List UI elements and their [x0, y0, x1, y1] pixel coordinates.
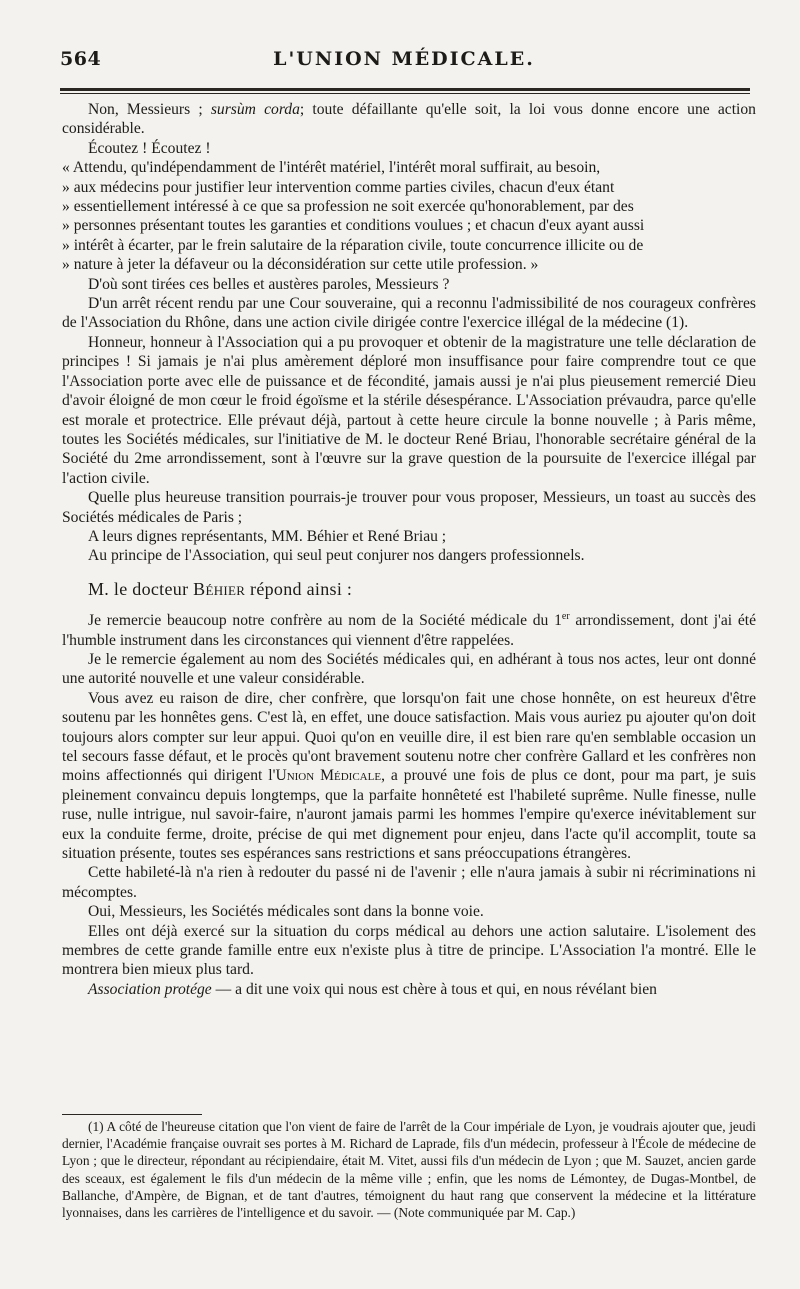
paragraph: D'un arrêt récent rendu par une Cour souveraine, qui a reconnu l'admissibilité de nos courageux confrères de l'Association du Rhône, dans une action civile dirigée contre l'exercice illégal de la médecine (1). [62, 295, 756, 332]
quote-line: » personnes présentant toutes les garanties et conditions voulues ; et chacun d'eux ayant aussi [62, 217, 645, 235]
section-heading: M. le docteur Béhier répond ainsi : [88, 578, 353, 599]
paragraph: Écoutez ! Écoutez ! [88, 139, 211, 157]
footnote: (1) A côté de l'heureuse citation que l'on vient de faire de l'arrêt de la Cour impériale de Lyon, je voudrais ajouter que, jeudi dernier, l'Académie française ouvrait ses portes à M. Richard de Laprade, fils d'un médecin, professeur à l'École de médecine de Lyon ; que le directeur, répondant au récipiendaire, était M. Vitet, aussi fils d'un médecin de Lyon ; que M. Sauzet, ancien garde des sceaux, est également le fils d'un médecin de la même ville ; enfin, que les noms de Lémontey, de Dugas-Montbel, de Ballanche, d'Ampère, de Bignan, et de tant d'autres, témoignent du haut rang que conservent la médecine et la littérature lyonnaises, dans les carrières de l'intelligence et du savoir. — (Note communiquée par M. Cap.) [62, 1119, 756, 1221]
paragraph: Je le remercie également au nom des Sociétés médicales qui, en adhérant à tous nos actes, leur ont donné une autorité nouvelle et une valeur considérable. [62, 650, 756, 688]
paragraph: Non, Messieurs ; sursùm corda; toute défaillante qu'elle soit, la loi vous donne encore une action considérable. [62, 101, 756, 138]
main-text [62, 100, 756, 999]
paragraph: Honneur, honneur à l'Association qui a pu provoquer et obtenir de la magistrature une telle déclaration de principes ! Si jamais je n'ai plus amèrement déploré mon insuffisance pour faire comprendre tout ce que l'Association porte avec elle de puissance et de fécondité, jamais aussi je n'ai plus pieusement remercié Dieu d'avoir éloigné de mon cœur le froid égoïsme et la stérile désespérance. L'Association prévaudra, parce qu'elle est morale et protectrice. Elle prévaut déjà, partout à cette heure circule la bonne nouvelle ; à Paris même, toutes les Sociétés médicales, sur l'initiative de M. le docteur René Briau, l'honorable secrétaire général de la Société du 2me arrondissement, sont à l'œuvre sur la grave question de la poursuite de l'exercice illégal par l'action civile. [62, 333, 756, 487]
paragraph: Je remercie beaucoup notre confrère au nom de la Société médicale du 1er arrondissement, dont j'ai été l'humble instrument dans les circonstances qui viennent d'être rappelées. [62, 610, 756, 649]
quote-line: « Attendu, qu'indépendamment de l'intérêt matériel, l'intérêt moral suffirait, au besoin, [62, 159, 601, 177]
court-quote [62, 158, 756, 274]
paragraph: Oui, Messieurs, les Sociétés médicales sont dans la bonne voie. [88, 903, 484, 921]
quote-line: » essentiellement intéressé à ce que sa profession ne soit exercée qu'honorablement, par des [62, 198, 634, 216]
paragraph: Quelle plus heureuse transition pourrais-je trouver pour vous proposer, Messieurs, un toast au succès des Sociétés médicales de Paris ; [62, 489, 756, 526]
paragraph: Association protége — a dit une voix qui nous est chère à tous et qui, en nous révélant bien [88, 980, 657, 998]
paragraph: Vous avez eu raison de dire, cher confrère, que lorsqu'on fait une chose honnête, on est heureux d'être soutenu par les honnêtes gens. C'est là, en effet, une douce satisfaction. Mais vous auriez pu ajouter qu'on doit toujours alors compter sur leur appui. Quoi qu'on en veuille dire, il est bien rare qu'en semblable occasion un tel secours fasse défaut, et le procès qu'ont bravement soutenu notre cher confrère Gallard et les confrères non moins affectionnés qui dirigent l'Union Médicale, a prouvé une fois de plus ce dont, pour ma part, je suis pleinement convaincu depuis longtemps, que la parfaite honnêteté est l'habileté suprême. Nulle finesse, nulle ruse, nulle intrigue, nul savoir-faire, n'auront jamais parmi les hommes l'empire qu'exerce inévitablement sur eux la conduite ferme, droite, précise de qui met dignement pour enjeu, dans l'acte qu'il accomplit, toute sa situation présente, toutes ses espérances sans restrictions et sans préoccupations étrangères. [62, 689, 756, 863]
quote-line: » aux médecins pour justifier leur intervention comme parties civiles, chacun d'eux étant [62, 178, 615, 196]
quote-line: » intérêt à écarter, par le frein salutaire de la réparation civile, toute concurrence illicite ou de [62, 236, 644, 254]
footnotes [62, 1118, 756, 1221]
header-rule-thin [60, 93, 750, 94]
page-header [60, 46, 748, 80]
footnote-rule [62, 1114, 202, 1115]
header-rule [60, 88, 750, 91]
quote-line: » nature à jeter la défaveur ou la déconsidération sur cette utile profession. » [62, 256, 539, 274]
paragraph: Elles ont déjà exercé sur la situation du corps médical au dehors une action salutaire. L'isolement des membres de cette grande famille entre eux n'existe plus à titre de principe. L'Association l'a montré. Elle le montrera bien mieux plus tard. [62, 922, 756, 979]
running-title: L'UNION MÉDICALE. [273, 48, 535, 70]
paragraph: Cette habileté-là n'a rien à redouter du passé ni de l'avenir ; elle n'aura jamais à subir ni récriminations ni mécomptes. [62, 864, 756, 901]
page-number: 564 [60, 48, 102, 70]
paragraph: A leurs dignes représentants, MM. Béhier et René Briau ; [88, 527, 447, 545]
paragraph: D'où sont tirées ces belles et austères paroles, Messieurs ? [88, 275, 450, 293]
paragraph: Au principe de l'Association, qui seul peut conjurer nos dangers professionnels. [88, 547, 585, 565]
